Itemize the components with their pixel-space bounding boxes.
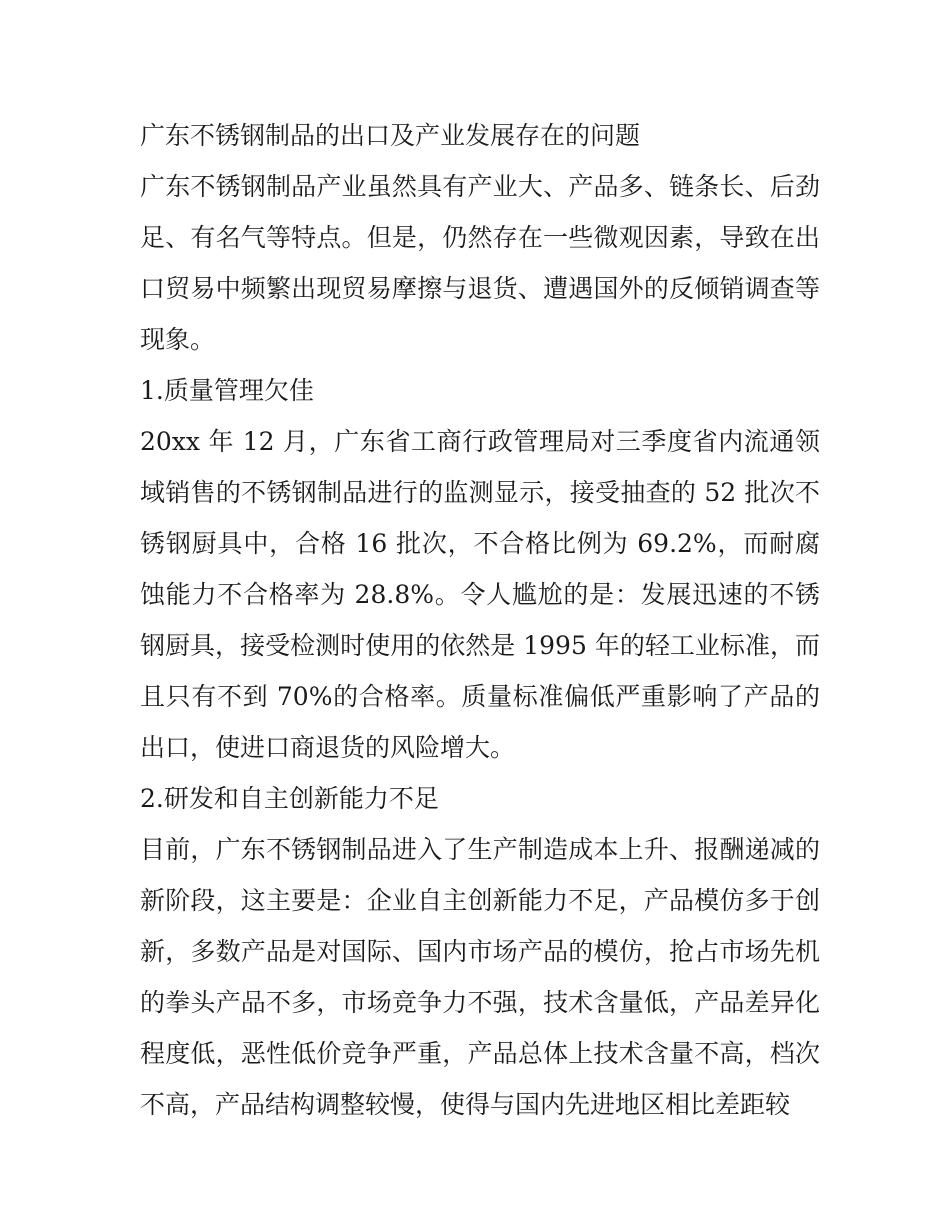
document-title: 广东不锈钢制品的出口及产业发展存在的问题	[140, 121, 641, 150]
document-body	[140, 110, 820, 1130]
intro-paragraph: 广东不锈钢制品产业虽然具有产业大、产品多、链条长、后劲足、有名气等特点。但是，仍然存在一些微观因素，导致在出口贸易中频繁出现贸易摩擦与退货、遭遇国外的反倾销调查等现象。	[140, 172, 820, 354]
section-heading-innovation: 2.研发和自主创新能力不足	[140, 784, 439, 813]
section-body-innovation: 目前，广东不锈钢制品进入了生产制造成本上升、报酬递减的新阶段，这主要是：企业自主创新能力不足，产品模仿多于创新，多数产品是对国际、国内市场产品的模仿，抢占市场先机的拳头产品不多，市场竞争力不强，技术含量低，产品差异化程度低，恶性低价竞争严重，产品总体上技术含量不高，档次不高，产品结构调整较慢，使得与国内先进地区相比差距较	[140, 835, 820, 1119]
section-body-quality: 20xx 年 12 月，广东省工商行政管理局对三季度省内流通领域销售的不锈钢制品进行的监测显示，接受抽查的 52 批次不锈钢厨具中，合格 16 批次，不合格比例为 69.2%，而耐腐蚀能力不合格率为 28.8%。令人尴尬的是：发展迅速的不锈钢厨具，接受检测时使用的依然是 1995 年的轻工业标准，而且只有不到 70%的合格率。质量标准偏低严重影响了产品的出口，使进口商退货的风险增大。	[140, 427, 820, 762]
section-heading-quality: 1.质量管理欠佳	[140, 376, 314, 405]
